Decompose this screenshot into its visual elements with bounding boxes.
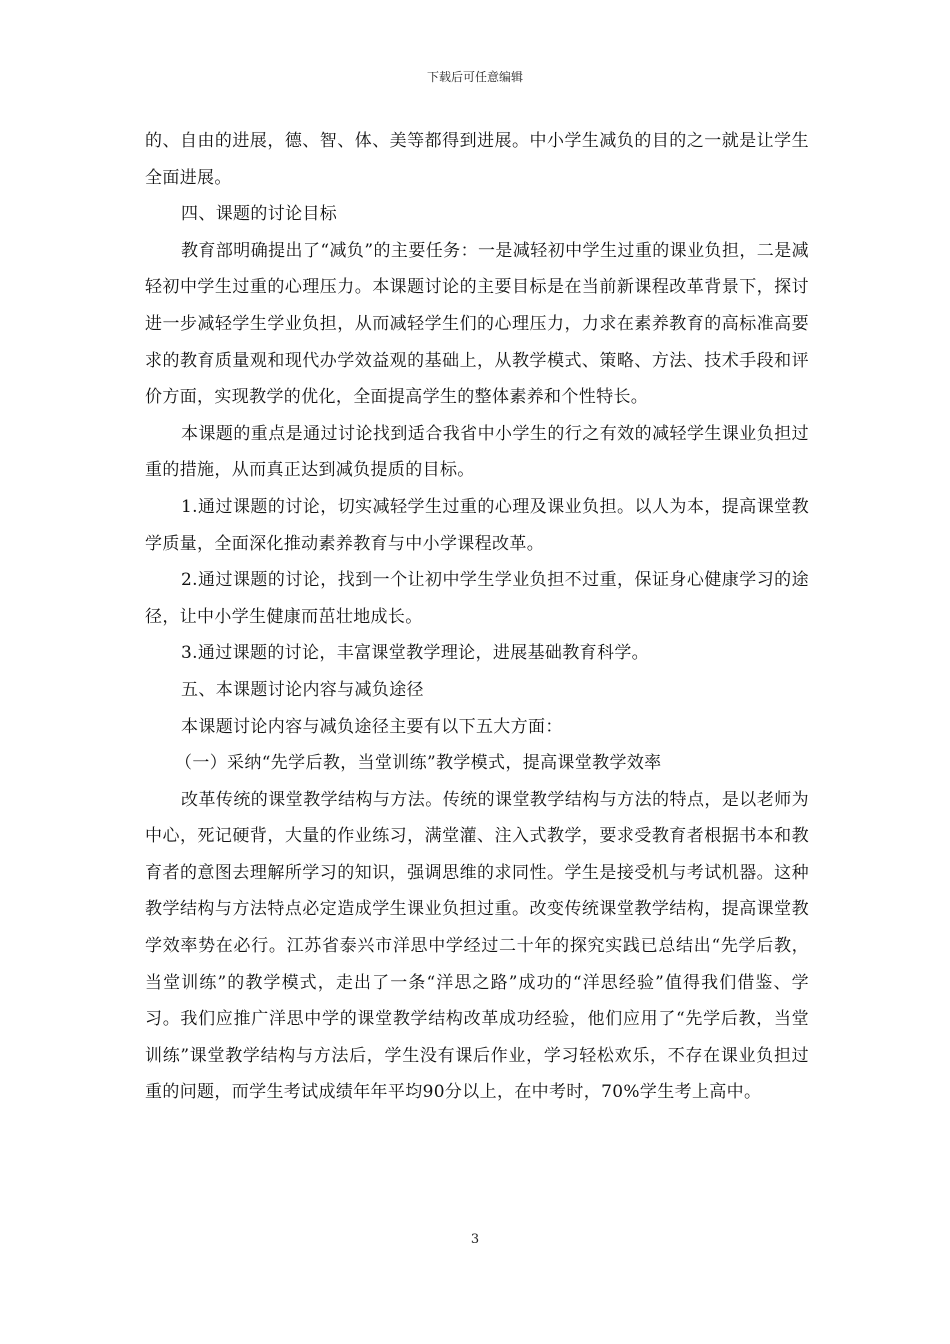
page-header: 下载后可任意编辑	[426, 70, 523, 84]
list-item-3: 3.通过课题的讨论，丰富课堂教学理论，进展基础教育科学。	[181, 643, 650, 664]
section-heading-5: 五、本课题讨论内容与减负途径	[181, 679, 424, 700]
paragraph-continuation: 的、自由的进展，德、智、体、美等都得到进展。中小学生减负的目的之一就是让学生全面进展。	[145, 131, 809, 188]
paragraph-main-tasks: 教育部明确提出了“减负”的主要任务：一是减轻初中学生过重的课业负担，二是减轻初中学生过重的心理压力。本课题讨论的主要目标是在当前新课程改革背景下，探讨进一步减轻学生学业负担，从而减轻学生们的心理压力，力求在素养教育的高标准高要求的教育质量观和现代办学效益观的基础上，从教学模式、策略、方法、技术手段和评价方面，实现教学的优化，全面提高学生的整体素养和个性特长。	[145, 240, 809, 408]
list-item-1: 1.通过课题的讨论，切实减轻学生过重的心理及课业负担。以人为本，提高课堂教学质量，全面深化推动素养教育与中小学课程改革。	[145, 496, 809, 554]
paragraph-focus: 本课题的重点是通过讨论找到适合我省中小学生的行之有效的减轻学生课业负担过重的措施，从而真正达到减负提质的目标。	[145, 423, 809, 481]
paragraph-reform: 改革传统的课堂教学结构与方法。传统的课堂教学结构与方法的特点，是以老师为中心，死记硬背，大量的作业练习，满堂灌、注入式教学，要求受教育者根据书本和教育者的意图去理解所学习的知识，强调思维的求同性。学生是接受机与考试机器。这种教学结构与方法特点必定造成学生课业负担过重。改变传统课堂教学结构，提高课堂教学效率势在必行。江苏省泰兴市洋思中学经过二十年的探究实践已总结出“先学后教，当堂训练”的教学模式，走出了一条“洋思之路”成功的“洋思经验”值得我们借鉴、学习。我们应推广洋思中学的课堂教学结构改革成功经验，他们应用了“先学后教，当堂训练”课堂教学结构与方法后，学生没有课后作业，学习轻松欢乐，不存在课业负担过重的问题，而学生考试成绩年年平均90分以上，在中考时，70%学生考上高中。	[145, 789, 809, 1103]
paragraph-intro-five-aspects: 本课题讨论内容与减负途径主要有以下五大方面：	[181, 716, 563, 737]
page-number: 3	[470, 1232, 480, 1247]
list-item-2: 2.通过课题的讨论，找到一个让初中学生学业负担不过重，保证身心健康学习的途径，让中小学生健康而茁壮地成长。	[145, 570, 809, 627]
document-body	[145, 123, 809, 1111]
section-heading-4: 四、课题的讨论目标	[181, 204, 338, 225]
subsection-heading-1: （一）采纳“先学后教，当堂训练”教学模式，提高课堂教学效率	[175, 753, 662, 774]
